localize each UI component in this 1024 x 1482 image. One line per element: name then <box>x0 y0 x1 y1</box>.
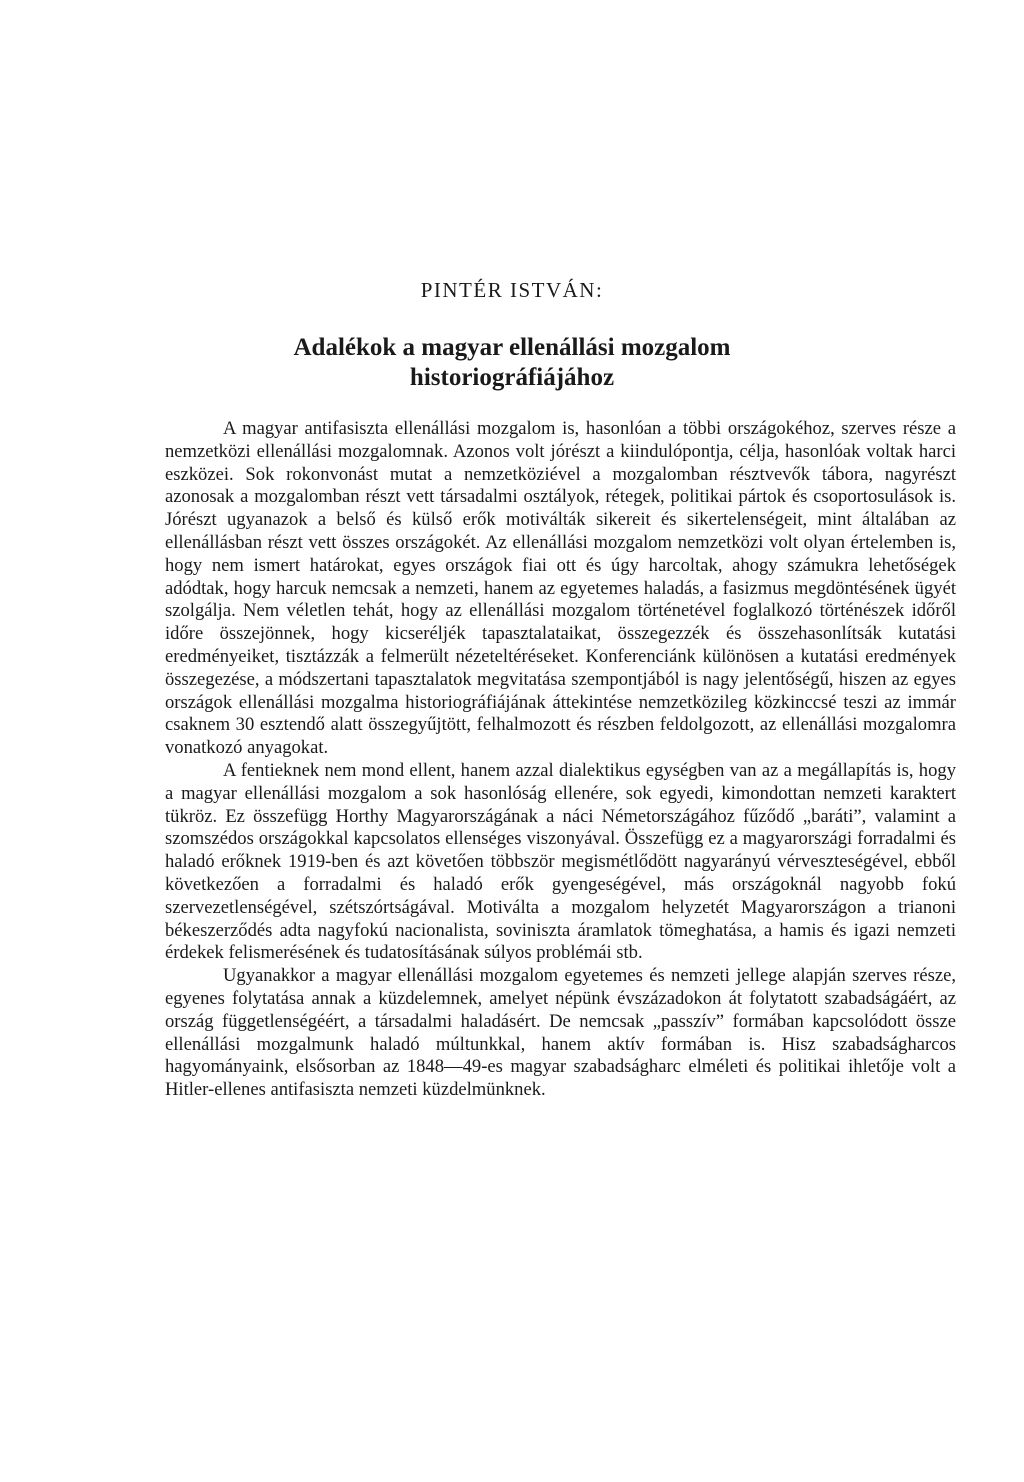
paragraph-1: A magyar antifasiszta ellenállási mozgalom is, hasonlóan a többi országokéhoz, szerves része a nemzetközi ellenállási mozgalomnak. Azonos volt jórészt a kiindulópontja, célja, hasonlóak voltak harci eszközei. Sok rokonvonást mutat a nemzetköziével a mozgalomban résztvevők tábora, nagyrészt azonosak a mozgalomban részt vett társadalmi osztályok, rétegek, politikai pártok és csoportosulások is. Jórészt ugyanazok a belső és külső erők motiválták sikereit és sikertelenségeit, mint általában az ellenállásban részt vett összes országokét. Az ellenállási mozgalom nemzetközi volt olyan értelemben is, hogy nem ismert határokat, egyes országok fiai ott és úgy harcoltak, ahogy számukra lehetőségek adódtak, hogy harcuk nemcsak a nemzeti, hanem az egyetemes haladás, a fasizmus megdöntésének ügyét szolgálja. Nem véletlen tehát, hogy az ellenállási mozgalom történetével foglalkozó történészek időről időre összejönnek, hogy kicseréljék tapasztalataikat, összegezzék és összehasonlítsák kutatási eredményeiket, tisztázzák a felmerült nézeteltéréseket. Konferenciánk különösen a kutatási eredmények összegezése, a módszertani tapasztalatok megvitatása szempontjából is nagy jelentőségű, hiszen az egyes országok ellenállási mozgalma historiográfiájának áttekintése nemzetközileg közkinccsé teszi az immár csaknem 30 esztendő alatt összegyűjtött, felhalmozott és részben feldolgozott, az ellenállási mozgalomra vonatkozó anyagokat. <box>165 418 956 759</box>
article-title <box>0 333 1024 393</box>
title-line-2: historiográfiájához <box>409 364 615 391</box>
article-body <box>165 418 956 1102</box>
paragraph-3: Ugyanakkor a magyar ellenállási mozgalom egyetemes és nemzeti jellege alapján szerves része, egyenes folytatása annak a küzdelemnek, amelyet népünk évszázadokon át folytatott szabadságáért, az ország függetlenségéért, a társadalmi haladásért. De nemcsak „passzív” formában kapcsolódott össze ellenállási mozgalmunk haladó múltunkkal, hanem aktív formában is. Hisz szabadságharcos hagyományaink, elsősorban az 1848—49-es magyar szabadságharc elméleti és politikai ihletője volt a Hitler-ellenes antifasiszta nemzeti küzdelmünknek. <box>165 965 956 1101</box>
title-line-1: Adalékok a magyar ellenállási mozgalom <box>293 334 731 361</box>
paragraph-2: A fentieknek nem mond ellent, hanem azzal dialektikus egységben van az a megállapítás is, hogy a magyar ellenállási mozgalom a sok hasonlóság ellenére, sok egyedi, kimondottan nemzeti karaktert tükröz. Ez összefügg Horthy Magyarországának a náci Németországához fűződő „baráti”, valamint a szomszédos országokkal kapcsolatos ellenséges viszonyával. Összefügg ez a magyarországi forradalmi és haladó erőknek 1919-ben és azt követően többször megismétlődött nagyarányú vérveszteségével, ebből következően a forradalmi és haladó erők gyengeségével, más országoknál nagyobb fokú szervezetlenségével, szétszórtságával. Motiválta a mozgalom helyzetét Magyarországon a trianoni békeszerződés adta nagyfokú nacionalista, soviniszta áramlatok tömeghatása, a hamis és igazi nemzeti érdekek felismerésének és tudatosításának súlyos problémái stb. <box>165 759 956 964</box>
author-name: PINTÉR ISTVÁN: <box>420 278 604 302</box>
